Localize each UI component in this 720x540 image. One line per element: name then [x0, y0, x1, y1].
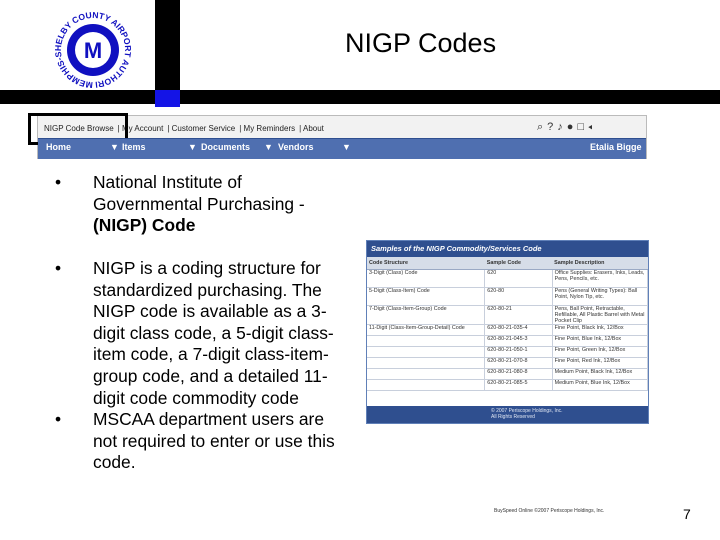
table-cell: Pens, Ball Point, Retractable, Refillable, All Plastic Barrel with Metal Pocket Clip: [552, 306, 647, 325]
table-cell: Medium Point, Blue Ink, 12/Box: [552, 380, 647, 391]
table-rights: All Rights Reserved: [491, 414, 535, 420]
tab-items-arrow[interactable]: ▼: [110, 142, 119, 152]
table-cell: [367, 369, 485, 380]
slide-title: NIGP Codes: [345, 28, 497, 58]
table-cell: 620: [485, 270, 552, 288]
tab-vendors-arrow[interactable]: ▼: [264, 142, 273, 152]
table-cell: 620-80-21: [485, 306, 552, 325]
table-row: [367, 347, 648, 358]
bullet-list-top: [55, 172, 345, 237]
tab-vendors[interactable]: Vendors: [278, 142, 314, 152]
table-cell: Fine Point, Blue Ink, 12/Box: [552, 336, 647, 347]
logo-ring-text: MEMPHIS-SHELBY COUNTY AIRPORT AUTHORI: [52, 12, 134, 88]
my-account-link[interactable]: My Account: [121, 124, 164, 133]
column-header: Sample Description: [552, 257, 647, 270]
table-row: [367, 336, 648, 347]
logo-center-letter: M: [83, 38, 103, 63]
table-row: [367, 358, 648, 369]
table-cell: 5-Digit (Class-Item) Code: [367, 288, 485, 306]
my-reminders-link[interactable]: My Reminders: [243, 124, 296, 133]
footer-note: BuySpeed Online ©2007 Periscope Holdings, Inc.: [494, 508, 605, 514]
nav-links: NIGP Code Browse | My Account | Customer Service | My Reminders | About: [44, 124, 324, 133]
table-row: [367, 270, 648, 288]
table-title: Samples of the NIGP Commodity/Services Code: [367, 241, 648, 257]
header-horizontal-bar: [0, 90, 720, 104]
nigp-sample-table-panel: [366, 240, 649, 424]
table-cell: Medium Point, Black Ink, 12/Box: [552, 369, 647, 380]
table-row: [367, 306, 648, 325]
table-cell: 620-80-21-085-5: [485, 380, 552, 391]
airport-authority-logo: [45, 12, 141, 88]
table-cell: [367, 347, 485, 358]
table-copyright: © 2007 Periscope Holdings, Inc.: [491, 408, 563, 414]
table-cell: 620-80-21-035-4: [485, 325, 552, 336]
table-cell: 3-Digit (Class) Code: [367, 270, 485, 288]
bullet-text: NIGP is a coding structure for standardized purchasing. The NIGP code is available as a 3-digit class code, a 5-digit class-item code, a 7-digit class-item-group code, and a detailed 11-digit code commodity code: [93, 258, 334, 408]
tab-documents[interactable]: Documents: [201, 142, 251, 152]
page-number: 7: [683, 506, 691, 522]
bullet-text: National Institute of Governmental Purchasing -: [93, 172, 305, 214]
bullet-dot: •: [55, 409, 62, 430]
bell-icon[interactable]: ♪: [557, 121, 567, 133]
bullet-bold-text: (NIGP) Code: [93, 215, 196, 236]
nigp-sample-table: [367, 257, 648, 391]
speaker-icon[interactable]: ◂: [588, 121, 597, 133]
about-link[interactable]: About: [302, 124, 324, 133]
table-header-row: [367, 257, 648, 270]
table-cell: [367, 358, 485, 369]
tab-home[interactable]: Home: [46, 142, 72, 152]
table-cell: [367, 380, 485, 391]
bullet-item: [55, 172, 345, 237]
table-cell: 620-80: [485, 288, 552, 306]
table-row: [367, 369, 648, 380]
table-row: [367, 380, 648, 391]
table-footer: [367, 406, 648, 423]
table-cell: Office Supplies: Erasers, Inks, Leads, Pens, Pencils, etc.: [552, 270, 647, 288]
document-icon[interactable]: □: [577, 121, 589, 133]
table-row: [367, 325, 648, 336]
help-icon[interactable]: ?: [547, 121, 558, 133]
nigp-code-browse-link[interactable]: NIGP Code Browse: [44, 124, 114, 133]
tab-documents-arrow[interactable]: ▼: [188, 142, 197, 152]
table-cell: 11-Digit (Class-Item-Group-Detail) Code: [367, 325, 485, 336]
bullet-item: [55, 258, 345, 409]
table-cell: Pens (General Writing Types): Ball Point, Nylon Tip, etc.: [552, 288, 647, 306]
bullet-list-bottom: [55, 258, 345, 474]
user-name[interactable]: Etalia Bigge: [590, 142, 642, 152]
table-row: [367, 288, 648, 306]
header-blue-square: [155, 90, 180, 107]
globe-icon[interactable]: ●: [566, 121, 578, 133]
table-cell: 620-80-21-045-3: [485, 336, 552, 347]
search-icon[interactable]: ⌕: [537, 121, 548, 133]
tab-more-arrow[interactable]: ▼: [342, 142, 351, 152]
bullet-text: MSCAA department users are not required to enter or use this code.: [93, 409, 335, 473]
tab-items[interactable]: Items: [122, 142, 146, 152]
table-cell: Fine Point, Black Ink, 12/Box: [552, 325, 647, 336]
customer-service-link[interactable]: Customer Service: [171, 124, 236, 133]
table-cell: 7-Digit (Class-Item-Group) Code: [367, 306, 485, 325]
bullet-dot: •: [55, 172, 62, 192]
table-cell: Fine Point, Red Ink, 12/Box: [552, 358, 647, 369]
table-cell: 620-80-21-050-1: [485, 347, 552, 358]
toolbar-icons: [537, 121, 596, 134]
bullet-item: [55, 409, 345, 474]
bullet-dot: •: [55, 258, 62, 278]
table-cell: 620-80-21-070-8: [485, 358, 552, 369]
table-cell: Fine Point, Green Ink, 12/Box: [552, 347, 647, 358]
table-cell: [367, 336, 485, 347]
column-header: Code Structure: [367, 257, 485, 270]
column-header: Sample Code: [485, 257, 552, 270]
tab-bar: [38, 138, 646, 159]
header-vertical-bar: [155, 0, 180, 90]
table-cell: 620-80-21-080-8: [485, 369, 552, 380]
